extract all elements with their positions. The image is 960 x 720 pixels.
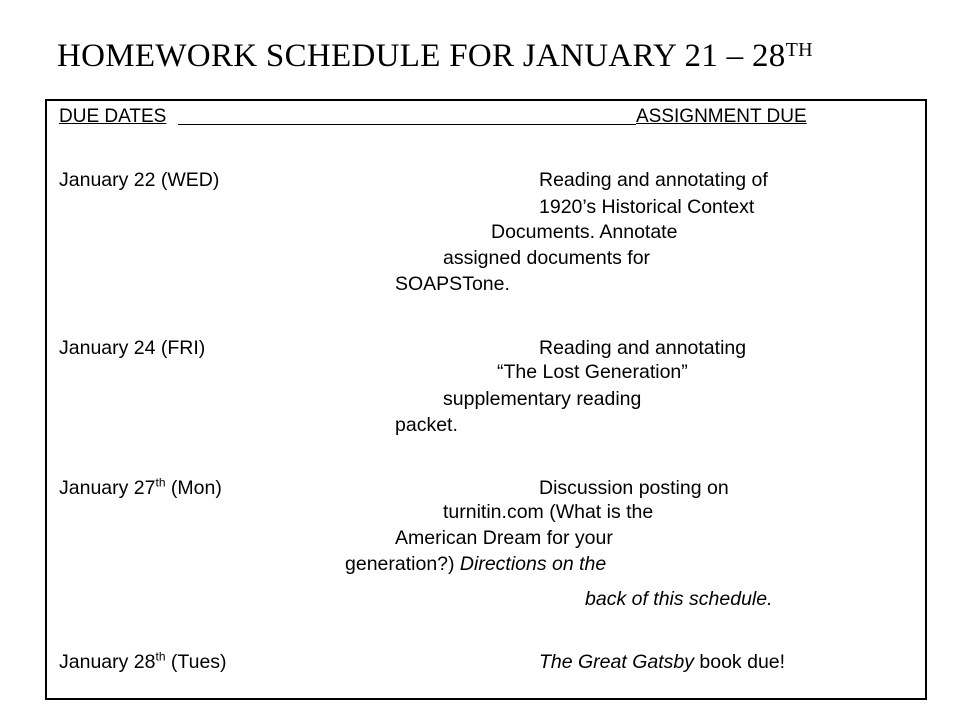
assignment-line: Documents. Annotate — [491, 221, 678, 243]
assignment-line: packet. — [395, 414, 458, 436]
header-assignment-due: ASSIGNMENT DUE — [636, 106, 807, 127]
assignment-line: assigned documents for — [443, 247, 651, 269]
assignment-line: 1920’s Historical Context — [539, 196, 755, 218]
page-title — [57, 38, 813, 75]
due-date-jan-27: January 27th (Mon) — [59, 475, 222, 499]
header-due-dates: DUE DATES — [59, 106, 167, 127]
assignment-line: The Great Gatsby book due! — [539, 651, 786, 673]
assignment-line: turnitin.com (What is the — [443, 501, 654, 523]
page-title-superscript: TH — [785, 39, 813, 61]
assignment-line: Reading and annotating — [539, 337, 747, 359]
assignment-line: supplementary reading — [443, 388, 642, 410]
due-date-jan-22: January 22 (WED) — [59, 169, 220, 191]
assignment-line: generation?) Directions on the — [345, 553, 607, 575]
page-title-text: HOMEWORK SCHEDULE FOR JANUARY 21 – 28 — [57, 38, 786, 74]
due-date-jan-28: January 28th (Tues) — [59, 649, 227, 673]
assignment-line: SOAPSTone. — [395, 273, 510, 295]
due-date-jan-24: January 24 (FRI) — [59, 337, 206, 359]
header-underline — [178, 124, 636, 125]
assignment-line: American Dream for your — [395, 527, 613, 549]
assignment-line: Discussion posting on — [539, 477, 729, 499]
assignment-line: back of this schedule. — [585, 588, 773, 610]
assignment-line: “The Lost Generation” — [497, 361, 688, 383]
assignment-line: Reading and annotating of — [539, 169, 768, 191]
